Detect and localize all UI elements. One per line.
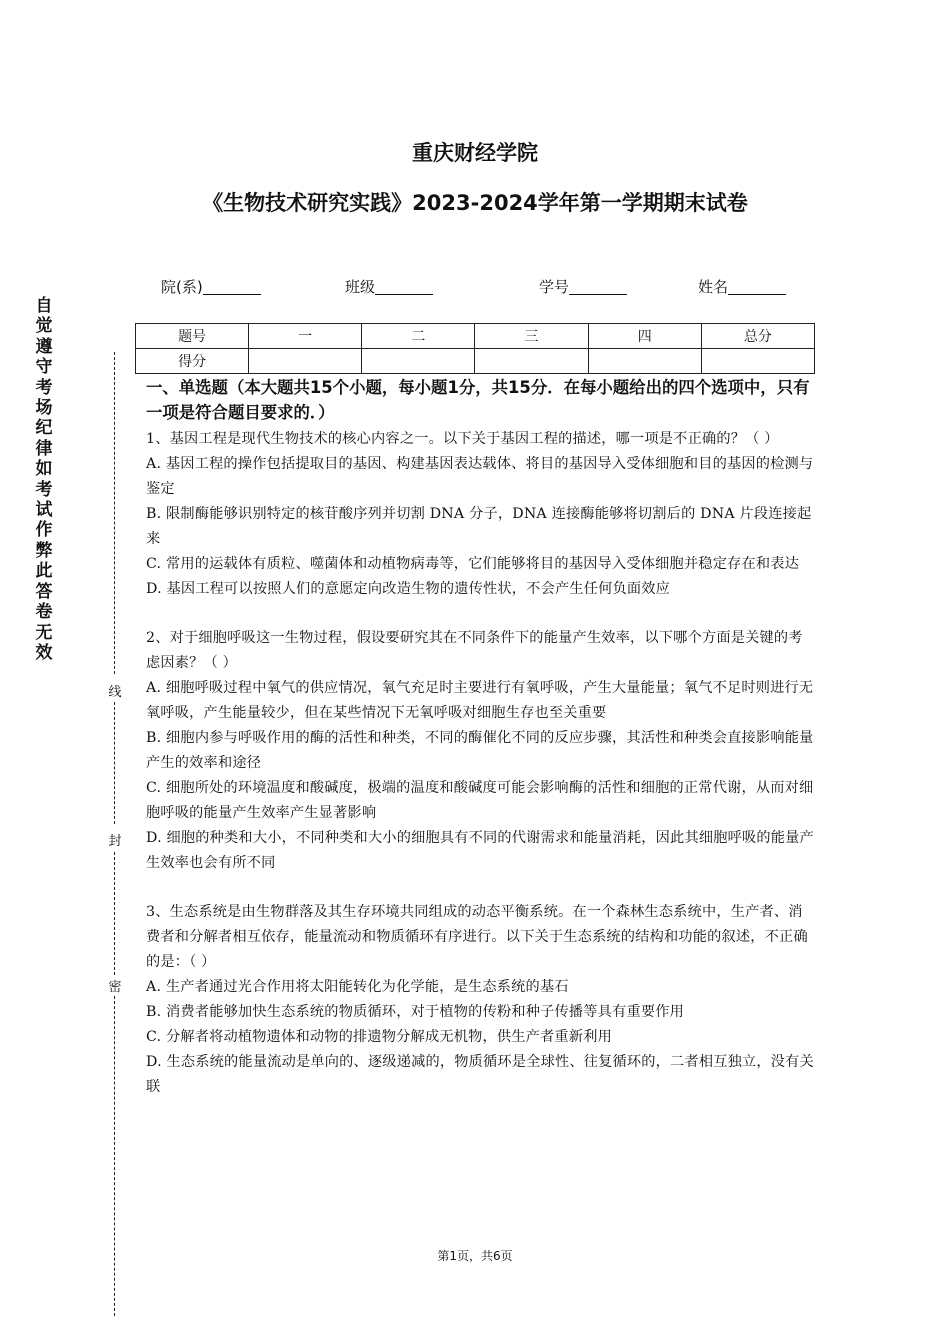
score-table-cell[interactable] xyxy=(249,349,362,374)
binding-mark-secret: 密 xyxy=(105,976,125,995)
exam-title: 《生物技术研究实践》2023-2024学年第一学期期末试卷 xyxy=(202,191,748,215)
score-table-cell[interactable] xyxy=(701,349,814,374)
page-number: 第1页，共6页 xyxy=(437,1249,513,1263)
info-student-id-blank[interactable] xyxy=(569,278,627,295)
binding-mark-line: 线 xyxy=(105,681,125,700)
score-table-cell: 一 xyxy=(249,324,362,349)
option-b: B. 限制酶能够识别特定的核苷酸序列并切割 DNA 分子，DNA 连接酶能够将切割后的 DNA 片段连接起来 xyxy=(146,506,812,547)
question-3 xyxy=(146,900,814,1100)
binding-dash-line xyxy=(114,852,115,975)
info-student-id-label: 学号 xyxy=(539,278,570,296)
info-department-blank[interactable] xyxy=(203,278,261,295)
score-table-header-row xyxy=(136,324,815,349)
info-name xyxy=(698,276,786,297)
info-name-blank[interactable] xyxy=(728,278,786,295)
score-table-cell: 三 xyxy=(475,324,588,349)
option-b: B. 消费者能够加快生态系统的物质循环，对于植物的传粉和种子传播等具有重要作用 xyxy=(146,1004,684,1020)
option-a: A. 基因工程的操作包括提取目的基因、构建基因表达载体、将目的基因导入受体细胞和目的基因的检测与鉴定 xyxy=(146,456,814,497)
info-department xyxy=(161,276,261,297)
school-name: 重庆财经学院 xyxy=(412,141,538,165)
option-c: C. 细胞所处的环境温度和酸碱度，极端的温度和酸碱度可能会影响酶的活性和细胞的正常代谢，从而对细胞呼吸的能量产生效率产生显著影响 xyxy=(146,780,814,821)
score-table-cell: 题号 xyxy=(136,324,249,349)
question-stem: 3、生态系统是由生物群落及其生存环境共同组成的动态平衡系统。在一个森林生态系统中，生产者、消费者和分解者相互依存，能量流动和物质循环有序进行。以下关于生态系统的结构和功能的叙述，不正确的是：（ ） xyxy=(146,904,808,970)
score-table-cell[interactable] xyxy=(475,349,588,374)
info-name-label: 姓名 xyxy=(698,278,729,296)
option-a: A. 生产者通过光合作用将太阳能转化为化学能，是生态系统的基石 xyxy=(146,979,569,995)
question-2 xyxy=(146,626,814,876)
binding-dash-line xyxy=(114,996,115,1316)
question-1 xyxy=(146,427,814,602)
info-class xyxy=(345,276,433,297)
option-d: D. 细胞的种类和大小，不同种类和大小的细胞具有不同的代谢需求和能量消耗，因此其细胞呼吸的能量产生效率也会有所不同 xyxy=(146,830,814,871)
option-a: A. 细胞呼吸过程中氧气的供应情况，氧气充足时主要进行有氧呼吸，产生大量能量；氧气不足时则进行无氧呼吸，产生能量较少，但在某些情况下无氧呼吸对细胞生存也至关重要 xyxy=(146,680,814,721)
score-table-cell[interactable] xyxy=(362,349,475,374)
score-table-cell[interactable] xyxy=(588,349,701,374)
binding-mark-seal: 封 xyxy=(105,830,125,849)
score-table-cell: 得分 xyxy=(136,349,249,374)
score-table-cell: 四 xyxy=(588,324,701,349)
score-table xyxy=(135,323,815,374)
section-heading: 一、单选题（本大题共15个小题，每小题1分，共15分．在每小题给出的四个选项中，只有一项是符合题目要求的．） xyxy=(146,378,810,422)
info-class-label: 班级 xyxy=(345,278,376,296)
info-student-id xyxy=(539,276,627,297)
score-table-cell: 总分 xyxy=(701,324,814,349)
binding-notice: 自觉遵守考场纪律如考试作弊此答卷无效 xyxy=(35,296,53,663)
question-stem: 2、对于细胞呼吸这一生物过程，假设要研究其在不同条件下的能量产生效率，以下哪个方面是关键的考虑因素？（ ） xyxy=(146,630,803,671)
option-c: C. 分解者将动植物遗体和动物的排遗物分解成无机物，供生产者重新利用 xyxy=(146,1029,612,1045)
option-d: D. 基因工程可以按照人们的意愿定向改造生物的遗传性状，不会产生任何负面效应 xyxy=(146,581,671,597)
info-class-blank[interactable] xyxy=(375,278,433,295)
option-c: C. 常用的运载体有质粒、噬菌体和动植物病毒等，它们能够将目的基因导入受体细胞并稳定存在和表达 xyxy=(146,556,800,572)
info-department-label: 院(系) xyxy=(161,278,203,296)
binding-dash-line xyxy=(114,352,115,674)
option-d: D. 生态系统的能量流动是单向的、逐级递减的，物质循环是全球性、往复循环的，二者相互独立，没有关联 xyxy=(146,1054,814,1095)
score-table-cell: 二 xyxy=(362,324,475,349)
question-list xyxy=(146,427,814,1100)
option-b: B. 细胞内参与呼吸作用的酶的活性和种类，不同的酶催化不同的反应步骤，其活性和种类会直接影响能量产生的效率和途径 xyxy=(146,730,814,771)
score-table-score-row xyxy=(136,349,815,374)
binding-dash-line xyxy=(114,702,115,824)
question-stem: 1、基因工程是现代生物技术的核心内容之一。以下关于基因工程的描述，哪一项是不正确的？（ ） xyxy=(146,431,779,447)
